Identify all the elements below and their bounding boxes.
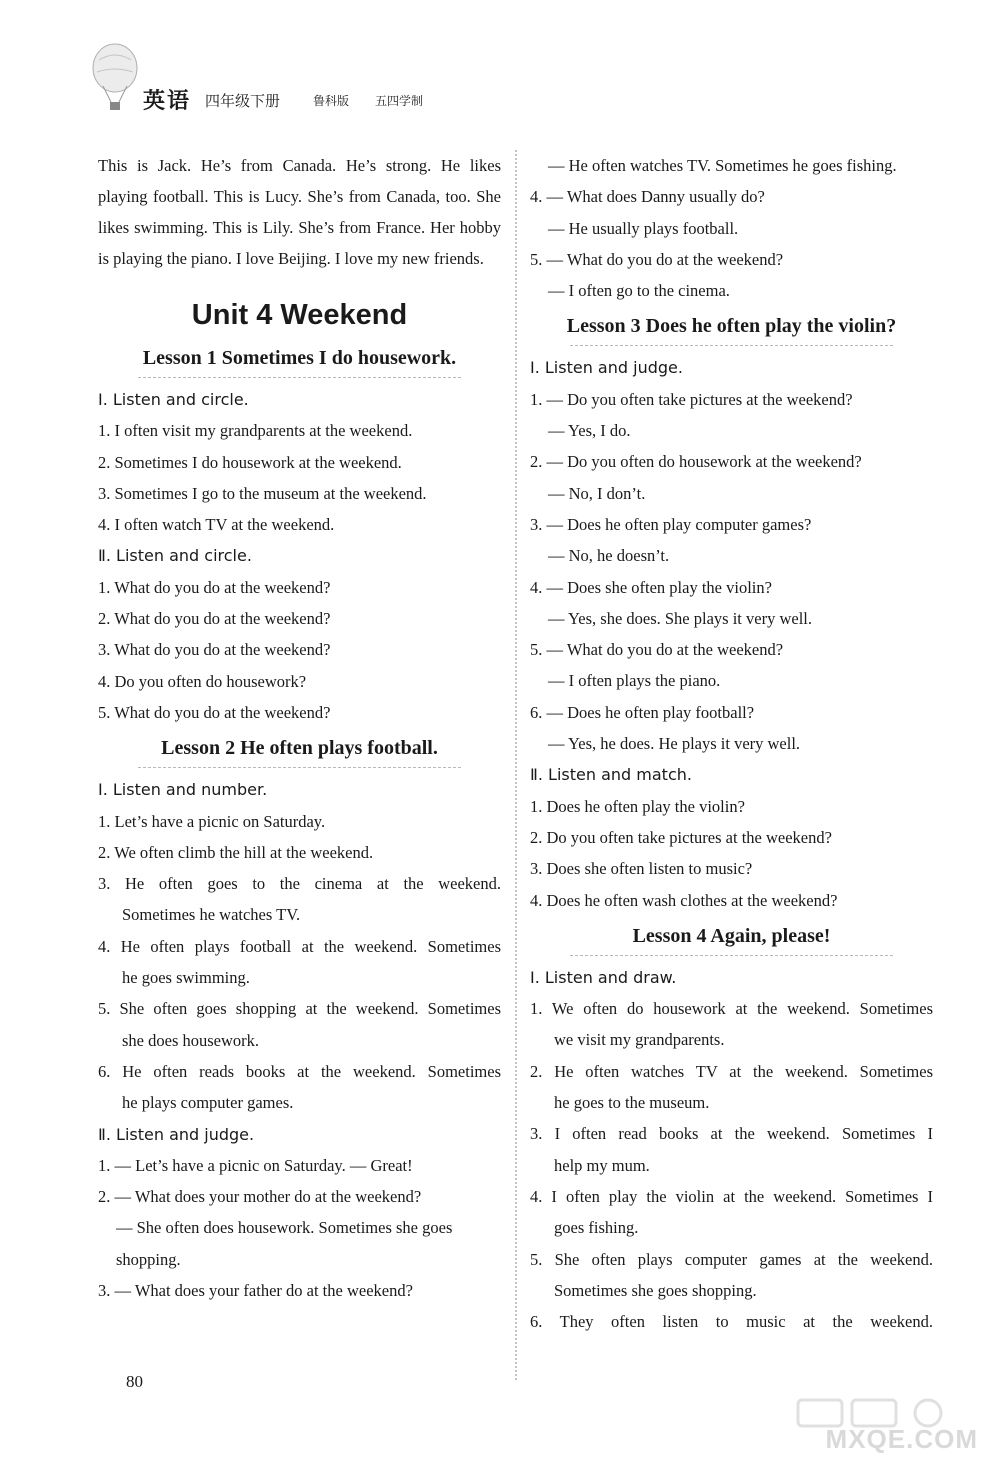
lesson-1-section-2: Ⅱ. Listen and circle. bbox=[98, 546, 252, 566]
list-item: 4. I often watch TV at the weekend. bbox=[98, 515, 335, 535]
list-item: 1. Does he often play the violin? bbox=[530, 796, 745, 816]
list-item: 4. — What does Danny usually do? bbox=[530, 187, 765, 207]
list-item: 3. What do you do at the weekend? bbox=[98, 640, 331, 660]
list-item-continued: he goes to the museum. bbox=[554, 1093, 710, 1113]
list-item-continued: — Yes, I do. bbox=[548, 421, 631, 441]
list-item-continued: — I often go to the cinema. bbox=[548, 281, 730, 301]
list-item-continued: we visit my grandparents. bbox=[554, 1030, 725, 1050]
list-item: 5. She often goes shopping at the weekend. Sometimes bbox=[98, 999, 501, 1019]
list-item: 2. Do you often take pictures at the weekend? bbox=[530, 827, 832, 847]
right-column bbox=[530, 150, 933, 1337]
list-item: 1. What do you do at the weekend? bbox=[98, 577, 331, 597]
list-item-continued: he plays computer games. bbox=[122, 1093, 294, 1113]
list-item: 2. Sometimes I do housework at the weekend. bbox=[98, 452, 402, 472]
lesson-3-section-1: Ⅰ. Listen and judge. bbox=[530, 358, 683, 378]
list-item: 2. We often climb the hill at the weekend. bbox=[98, 842, 374, 862]
list-item: 2. — Do you often do housework at the weekend? bbox=[530, 452, 862, 472]
list-item-continued: — I often plays the piano. bbox=[548, 671, 721, 691]
list-item-continued: he goes swimming. bbox=[122, 968, 250, 988]
lesson-2-section-1: Ⅰ. Listen and number. bbox=[98, 780, 268, 800]
list-item-continued: — Yes, she does. She plays it very well. bbox=[548, 608, 812, 628]
list-item-continued: Sometimes he watches TV. bbox=[122, 905, 301, 925]
list-item: 4. I often play the violin at the weekend. Sometimes I bbox=[530, 1186, 933, 1206]
lesson-2-title: Lesson 2 He often plays football. bbox=[98, 734, 501, 768]
list-item: 3. He often goes to the cinema at the weekend. bbox=[98, 874, 501, 894]
page-header bbox=[85, 40, 505, 120]
lesson-4-title: Lesson 4 Again, please! bbox=[530, 922, 933, 956]
watermark bbox=[778, 1398, 978, 1458]
list-item: 3. — What does your father do at the weekend? bbox=[98, 1281, 413, 1301]
system-label: 五四学制 bbox=[375, 94, 424, 108]
list-item: 1. — Let’s have a picnic on Saturday. — Great! bbox=[98, 1155, 413, 1175]
list-item: 5. — What do you do at the weekend? bbox=[530, 249, 784, 269]
list-item: 4. He often plays football at the weekend. Sometimes bbox=[98, 936, 501, 956]
page-number: 80 bbox=[126, 1372, 143, 1391]
list-item-continued: — No, I don’t. bbox=[548, 483, 646, 503]
lesson-3-section-2: Ⅱ. Listen and match. bbox=[530, 765, 692, 785]
list-item: 3. I often read books at the weekend. Sometimes I bbox=[530, 1124, 933, 1144]
list-item: 3. Does she often listen to music? bbox=[530, 859, 753, 879]
lesson-1-title: Lesson 1 Sometimes I do housework. bbox=[98, 344, 501, 378]
list-item-continued: help my mum. bbox=[554, 1155, 650, 1175]
list-item-continued: — Yes, he does. He plays it very well. bbox=[548, 734, 801, 754]
list-item-continued: she does housework. bbox=[122, 1030, 260, 1050]
list-item-continued: shopping. bbox=[116, 1249, 181, 1269]
list-item: 5. She often plays computer games at the weekend. bbox=[530, 1249, 933, 1269]
list-item: 2. What do you do at the weekend? bbox=[98, 609, 331, 629]
list-item: 3. — Does he often play computer games? bbox=[530, 514, 812, 534]
list-item: 3. Sometimes I go to the museum at the weekend. bbox=[98, 483, 427, 503]
list-item: 1. I often visit my grandparents at the weekend. bbox=[98, 421, 413, 441]
list-item-continued: Sometimes she goes shopping. bbox=[554, 1280, 757, 1300]
list-item-continued: — He often watches TV. Sometimes he goes fishing. bbox=[548, 156, 897, 175]
list-item: 2. He often watches TV at the weekend. Sometimes bbox=[530, 1061, 933, 1081]
list-item: 1. Let’s have a picnic on Saturday. bbox=[98, 811, 326, 831]
lesson-2-section-2: Ⅱ. Listen and judge. bbox=[98, 1124, 255, 1144]
list-item-continued: — No, he doesn’t. bbox=[548, 546, 670, 566]
list-item: 6. — Does he often play football? bbox=[530, 702, 755, 722]
unit-title: Unit 4 Weekend bbox=[191, 299, 408, 331]
list-item: 1. — Do you often take pictures at the weekend? bbox=[530, 389, 853, 409]
list-item: 5. What do you do at the weekend? bbox=[98, 702, 331, 722]
list-item: 1. We often do housework at the weekend. Sometimes bbox=[530, 999, 933, 1019]
list-item: 6. They often listen to music at the weekend. bbox=[530, 1312, 933, 1332]
column-divider bbox=[515, 150, 517, 1380]
list-item-continued: goes fishing. bbox=[554, 1218, 639, 1238]
lesson-3-title: Lesson 3 Does he often play the violin? bbox=[530, 312, 933, 346]
hot-air-balloon-icon bbox=[85, 40, 145, 120]
lesson-1-section-1: Ⅰ. Listen and circle. bbox=[98, 390, 249, 409]
list-item-continued: — He usually plays football. bbox=[548, 218, 739, 238]
lesson-4-section-1: Ⅰ. Listen and draw. bbox=[530, 967, 677, 987]
left-column bbox=[98, 150, 501, 1306]
list-item: 4. Does he often wash clothes at the weekend? bbox=[530, 890, 838, 910]
watermark-text: MXQE.COM bbox=[825, 1424, 978, 1454]
subject-label: 英语 bbox=[143, 89, 192, 114]
list-item: 6. He often reads books at the weekend. Sometimes bbox=[98, 1061, 501, 1081]
list-item: 2. — What does your mother do at the weekend? bbox=[98, 1187, 422, 1207]
list-item: 4. Do you often do housework? bbox=[98, 671, 307, 691]
intro-paragraph: This is Jack. He’s from Canada. He’s strong. He likes playing football. This is Lucy. She’s from Canada, too. She likes swimming. This is Lily. She’s from France. Her hobby is playing the piano. I love Beijing. I love my new friends. bbox=[98, 156, 501, 268]
list-item: 4. — Does she often play the violin? bbox=[530, 577, 772, 597]
grade-label: 四年级下册 bbox=[205, 92, 281, 110]
list-item: 5. — What do you do at the weekend? bbox=[530, 640, 784, 660]
list-item-continued: — She often does housework. Sometimes she goes bbox=[116, 1218, 453, 1238]
edition-label: 鲁科版 bbox=[313, 94, 350, 108]
